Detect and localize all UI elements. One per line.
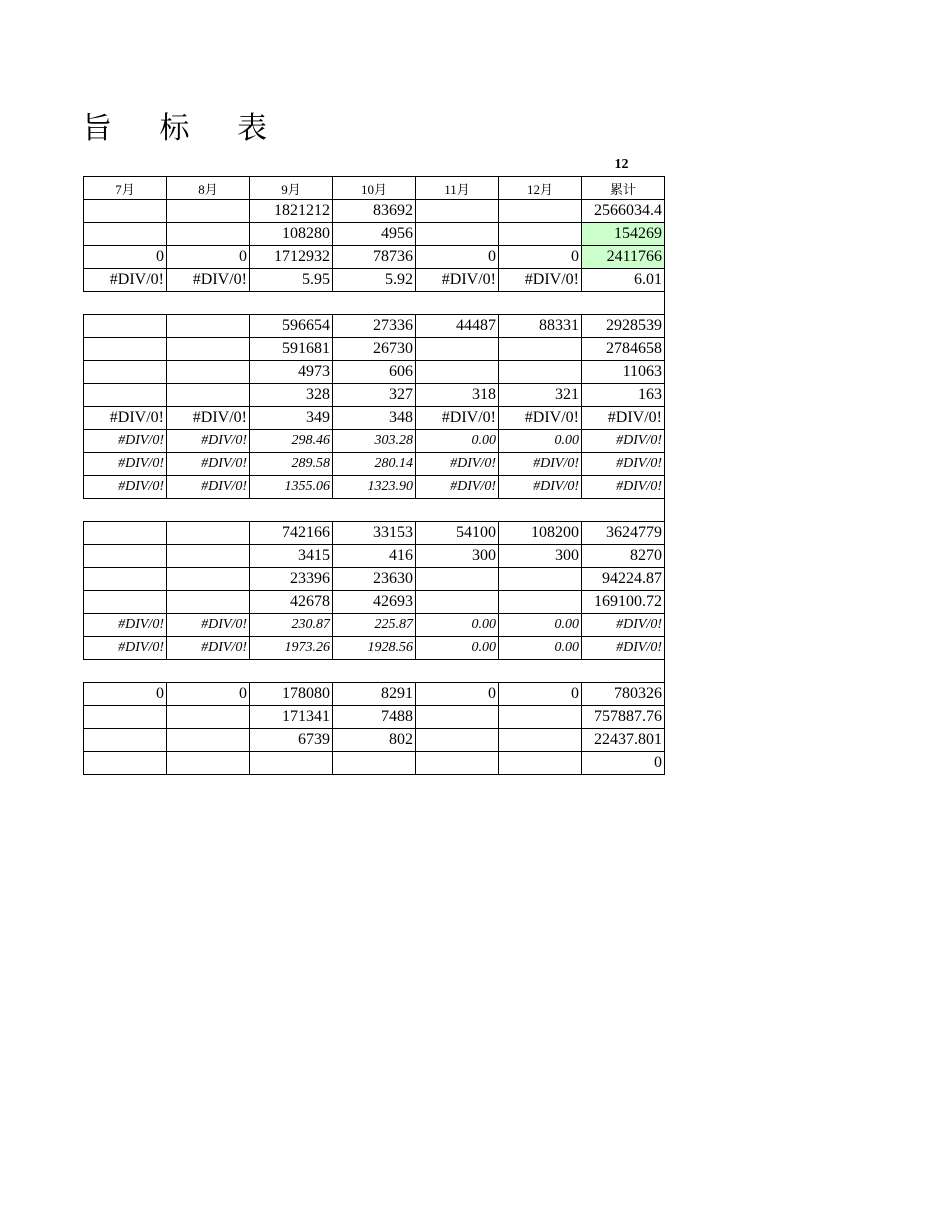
table-cell[interactable]: 22437.801 — [582, 729, 665, 752]
table-cell[interactable]: 596654 — [250, 315, 333, 338]
spacer-cell — [416, 660, 499, 683]
table-cell[interactable]: #DIV/0! — [499, 407, 582, 430]
table-cell[interactable]: #DIV/0! — [84, 269, 167, 292]
table-cell[interactable]: #DIV/0! — [499, 453, 582, 476]
column-group-label: 12 — [614, 157, 629, 172]
table-cell[interactable]: #DIV/0! — [582, 637, 665, 660]
table-cell[interactable]: 0 — [582, 752, 665, 775]
table-cell[interactable] — [84, 545, 167, 568]
table-cell[interactable] — [416, 200, 499, 223]
table-cell[interactable]: #DIV/0! — [84, 453, 167, 476]
table-cell[interactable] — [84, 200, 167, 223]
spacer-cell — [582, 660, 665, 683]
table-cell[interactable] — [499, 338, 582, 361]
table-cell[interactable]: 416 — [333, 545, 416, 568]
table-cell[interactable] — [499, 361, 582, 384]
table-cell[interactable]: 33153 — [333, 522, 416, 545]
table-cell[interactable]: 3624779 — [582, 522, 665, 545]
table-row — [84, 200, 665, 223]
header-cell-nov[interactable]: 11月 — [416, 177, 499, 200]
table-cell[interactable]: #DIV/0! — [582, 614, 665, 637]
table-cell[interactable]: 6.01 — [582, 269, 665, 292]
table-cell[interactable]: 0 — [167, 246, 250, 269]
table-cell[interactable]: 88331 — [499, 315, 582, 338]
table-cell[interactable]: 742166 — [250, 522, 333, 545]
header-cell-jul[interactable]: 7月 — [84, 177, 167, 200]
table-cell[interactable]: 163 — [582, 384, 665, 407]
table-cell[interactable] — [167, 591, 250, 614]
table-cell[interactable]: 178080 — [250, 683, 333, 706]
table-cell[interactable]: 349 — [250, 407, 333, 430]
table-cell[interactable]: 2411766 — [582, 246, 665, 269]
table-cell[interactable]: 1973.26 — [250, 637, 333, 660]
header-row — [84, 177, 665, 200]
spacer-cell — [84, 660, 167, 683]
header-cell-aug[interactable]: 8月 — [167, 177, 250, 200]
table-cell[interactable]: #DIV/0! — [582, 430, 665, 453]
table-cell[interactable] — [167, 729, 250, 752]
indicator-table — [83, 176, 665, 775]
table-cell[interactable]: 5.95 — [250, 269, 333, 292]
table-cell[interactable]: 2928539 — [582, 315, 665, 338]
table-cell[interactable]: #DIV/0! — [84, 476, 167, 499]
table-cell[interactable]: #DIV/0! — [84, 430, 167, 453]
table-cell[interactable]: 154269 — [582, 223, 665, 246]
table-cell[interactable]: 280.14 — [333, 453, 416, 476]
spacer-cell — [333, 292, 416, 315]
table-row — [84, 361, 665, 384]
table-cell[interactable]: #DIV/0! — [416, 453, 499, 476]
table-cell[interactable] — [84, 384, 167, 407]
table-cell[interactable] — [499, 729, 582, 752]
table-cell[interactable]: #DIV/0! — [167, 430, 250, 453]
table-cell[interactable]: 27336 — [333, 315, 416, 338]
table-cell[interactable]: 0.00 — [416, 614, 499, 637]
table-cell[interactable]: 44487 — [416, 315, 499, 338]
table-cell[interactable] — [416, 338, 499, 361]
table-cell[interactable]: 4956 — [333, 223, 416, 246]
table-row — [84, 476, 665, 499]
table-cell[interactable]: 5.92 — [333, 269, 416, 292]
table-cell[interactable]: 225.87 — [333, 614, 416, 637]
spacer-cell — [333, 499, 416, 522]
table-cell[interactable]: 94224.87 — [582, 568, 665, 591]
table-cell[interactable] — [499, 568, 582, 591]
table-cell[interactable]: 0.00 — [499, 637, 582, 660]
table-cell[interactable]: 8270 — [582, 545, 665, 568]
table-cell[interactable] — [499, 200, 582, 223]
spacer-row — [84, 660, 665, 683]
table-cell[interactable]: #DIV/0! — [167, 476, 250, 499]
table-cell[interactable] — [167, 338, 250, 361]
table-cell[interactable]: #DIV/0! — [167, 637, 250, 660]
table-cell[interactable]: #DIV/0! — [84, 614, 167, 637]
table-cell[interactable] — [333, 752, 416, 775]
table-row — [84, 384, 665, 407]
spacer-cell — [250, 499, 333, 522]
table-cell[interactable]: 328 — [250, 384, 333, 407]
table-cell[interactable] — [84, 591, 167, 614]
table-row — [84, 223, 665, 246]
spacer-cell — [250, 292, 333, 315]
table-cell[interactable]: 348 — [333, 407, 416, 430]
table-cell[interactable]: #DIV/0! — [84, 407, 167, 430]
spacer-cell — [499, 660, 582, 683]
spacer-cell — [416, 499, 499, 522]
table-cell[interactable] — [167, 361, 250, 384]
table-cell[interactable]: 757887.76 — [582, 706, 665, 729]
spacer-cell — [84, 499, 167, 522]
table-cell[interactable]: #DIV/0! — [167, 407, 250, 430]
spacer-cell — [167, 660, 250, 683]
table-cell[interactable]: 591681 — [250, 338, 333, 361]
table-cell[interactable]: #DIV/0! — [582, 453, 665, 476]
header-cell-dec[interactable]: 12月 — [499, 177, 582, 200]
table-cell[interactable] — [167, 522, 250, 545]
table-cell[interactable]: 7488 — [333, 706, 416, 729]
table-cell[interactable] — [167, 223, 250, 246]
table-cell[interactable]: 78736 — [333, 246, 416, 269]
header-cell-oct[interactable]: 10月 — [333, 177, 416, 200]
table-cell[interactable]: 1712932 — [250, 246, 333, 269]
header-cell-sep[interactable]: 9月 — [250, 177, 333, 200]
table-cell[interactable]: #DIV/0! — [582, 407, 665, 430]
table-cell[interactable]: 11063 — [582, 361, 665, 384]
table-cell[interactable]: 0 — [416, 246, 499, 269]
table-cell[interactable] — [499, 223, 582, 246]
sheet-title: 旨 标 表 — [82, 112, 287, 145]
table-cell[interactable] — [167, 706, 250, 729]
table-row — [84, 522, 665, 545]
spacer-row — [84, 292, 665, 315]
table-cell[interactable]: 0 — [499, 683, 582, 706]
table-cell[interactable] — [84, 522, 167, 545]
table-cell[interactable]: #DIV/0! — [416, 476, 499, 499]
table-cell[interactable]: 300 — [416, 545, 499, 568]
table-cell[interactable]: 54100 — [416, 522, 499, 545]
table-cell[interactable]: #DIV/0! — [499, 269, 582, 292]
spacer-cell — [250, 660, 333, 683]
table-cell[interactable]: 171341 — [250, 706, 333, 729]
table-cell[interactable]: 8291 — [333, 683, 416, 706]
table-cell[interactable] — [416, 568, 499, 591]
table-cell[interactable] — [84, 338, 167, 361]
table-cell[interactable]: 0 — [84, 683, 167, 706]
table-cell[interactable] — [167, 568, 250, 591]
table-cell[interactable]: 0 — [499, 246, 582, 269]
table-cell[interactable]: 0.00 — [416, 430, 499, 453]
table-cell[interactable]: 300 — [499, 545, 582, 568]
table-cell[interactable] — [499, 591, 582, 614]
spacer-cell — [582, 292, 665, 315]
table-row — [84, 637, 665, 660]
spacer-row — [84, 499, 665, 522]
header-cell-total[interactable]: 累计 — [582, 177, 665, 200]
table-cell[interactable]: 327 — [333, 384, 416, 407]
table-cell[interactable]: 0.00 — [416, 637, 499, 660]
table-cell[interactable]: 2784658 — [582, 338, 665, 361]
table-cell[interactable]: 2566034.4 — [582, 200, 665, 223]
table-cell[interactable]: 83692 — [333, 200, 416, 223]
table-cell[interactable]: #DIV/0! — [416, 407, 499, 430]
table-cell[interactable]: 303.28 — [333, 430, 416, 453]
table-row — [84, 545, 665, 568]
table-cell[interactable]: 0 — [167, 683, 250, 706]
table-cell[interactable] — [416, 752, 499, 775]
table-cell[interactable]: 318 — [416, 384, 499, 407]
table-cell[interactable] — [499, 706, 582, 729]
spacer-cell — [499, 292, 582, 315]
table-cell[interactable]: 0 — [84, 246, 167, 269]
table-cell[interactable] — [84, 223, 167, 246]
table-cell[interactable]: 42693 — [333, 591, 416, 614]
spacer-cell — [167, 499, 250, 522]
table-row — [84, 706, 665, 729]
table-cell[interactable] — [416, 706, 499, 729]
table-row — [84, 591, 665, 614]
table-cell[interactable] — [84, 361, 167, 384]
table-row — [84, 683, 665, 706]
table-row — [84, 614, 665, 637]
table-cell[interactable] — [84, 706, 167, 729]
table-cell[interactable]: #DIV/0! — [167, 269, 250, 292]
table-cell[interactable] — [167, 384, 250, 407]
table-row — [84, 315, 665, 338]
table-cell[interactable]: #DIV/0! — [84, 637, 167, 660]
table-cell[interactable] — [250, 752, 333, 775]
table-cell[interactable] — [416, 223, 499, 246]
table-row — [84, 269, 665, 292]
table-cell[interactable]: #DIV/0! — [499, 476, 582, 499]
table-cell[interactable] — [416, 729, 499, 752]
table-cell[interactable]: 780326 — [582, 683, 665, 706]
table-cell[interactable]: 1821212 — [250, 200, 333, 223]
table-cell[interactable] — [416, 361, 499, 384]
table-cell[interactable]: 802 — [333, 729, 416, 752]
table-cell[interactable]: 169100.72 — [582, 591, 665, 614]
spacer-cell — [333, 660, 416, 683]
table-row — [84, 246, 665, 269]
table-cell[interactable]: 23396 — [250, 568, 333, 591]
spacer-cell — [416, 292, 499, 315]
table-cell[interactable] — [416, 591, 499, 614]
table-cell[interactable]: 23630 — [333, 568, 416, 591]
table-cell[interactable]: 108280 — [250, 223, 333, 246]
spacer-cell — [167, 292, 250, 315]
table-cell[interactable]: 321 — [499, 384, 582, 407]
table-row — [84, 752, 665, 775]
table-cell[interactable] — [84, 729, 167, 752]
table-cell[interactable]: 4973 — [250, 361, 333, 384]
table-cell[interactable]: 1323.90 — [333, 476, 416, 499]
table-cell[interactable]: #DIV/0! — [582, 476, 665, 499]
table-cell[interactable]: 606 — [333, 361, 416, 384]
table-row — [84, 338, 665, 361]
table-cell[interactable]: 108200 — [499, 522, 582, 545]
table-cell[interactable]: 0.00 — [499, 614, 582, 637]
table-cell[interactable]: 1355.06 — [250, 476, 333, 499]
table-cell[interactable] — [84, 568, 167, 591]
table-cell[interactable]: #DIV/0! — [167, 614, 250, 637]
table-cell[interactable]: 3415 — [250, 545, 333, 568]
table-cell[interactable] — [167, 315, 250, 338]
table-cell[interactable]: 230.87 — [250, 614, 333, 637]
table-cell[interactable] — [167, 752, 250, 775]
table-row — [84, 430, 665, 453]
table-cell[interactable]: 26730 — [333, 338, 416, 361]
table-cell[interactable]: #DIV/0! — [416, 269, 499, 292]
table-cell[interactable] — [167, 545, 250, 568]
spacer-cell — [84, 292, 167, 315]
table-row — [84, 453, 665, 476]
table-cell[interactable]: 289.58 — [250, 453, 333, 476]
table-cell[interactable] — [167, 200, 250, 223]
spacer-cell — [499, 499, 582, 522]
table-cell[interactable]: 6739 — [250, 729, 333, 752]
table-cell[interactable]: 0.00 — [499, 430, 582, 453]
table-row — [84, 568, 665, 591]
table-row — [84, 729, 665, 752]
table-cell[interactable]: 1928.56 — [333, 637, 416, 660]
table-cell[interactable]: #DIV/0! — [167, 453, 250, 476]
table-row — [84, 407, 665, 430]
table-cell[interactable] — [499, 752, 582, 775]
table-cell[interactable]: 298.46 — [250, 430, 333, 453]
table-cell[interactable]: 42678 — [250, 591, 333, 614]
spacer-cell — [582, 499, 665, 522]
table-cell[interactable] — [84, 752, 167, 775]
table-cell[interactable]: 0 — [416, 683, 499, 706]
table-cell[interactable] — [84, 315, 167, 338]
